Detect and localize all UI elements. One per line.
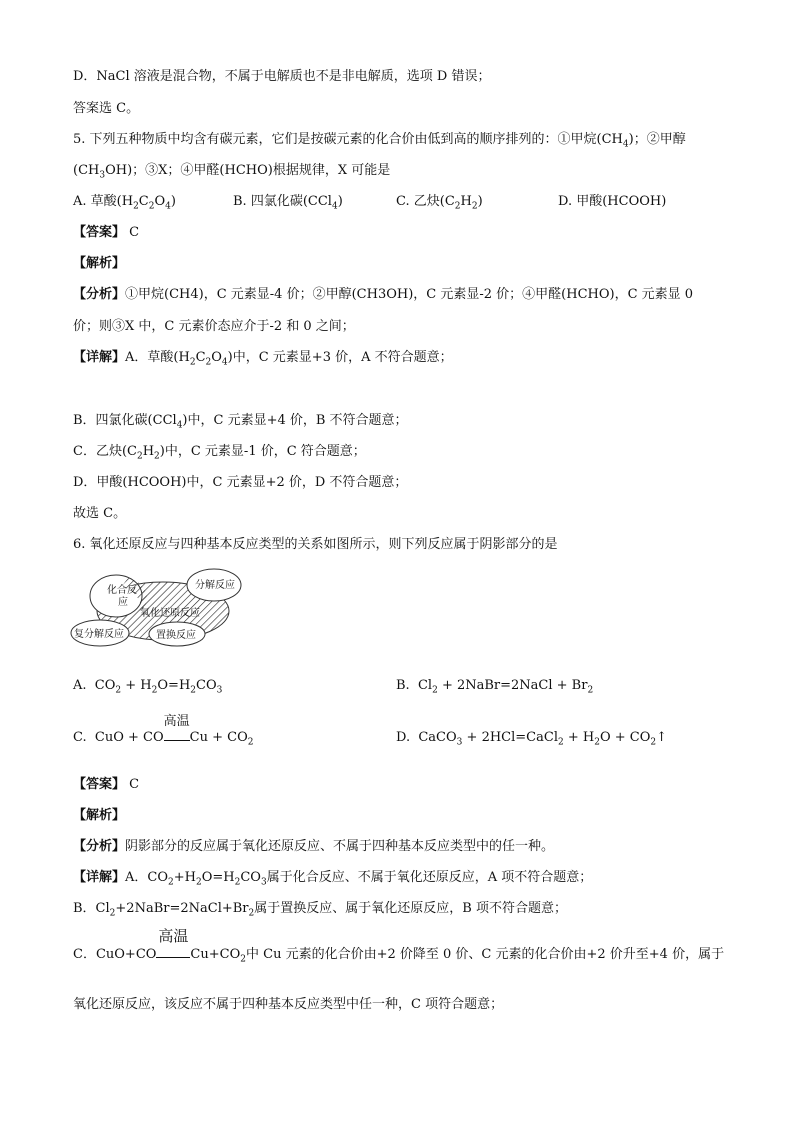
xiangjie-5-c: C．乙炔$(C_2H_2)$中，C 元素显-1 价，C 符合题意； xyxy=(73,444,366,462)
conclusion-5: 故选 C。 xyxy=(73,506,127,521)
q6-option-a: A. $CO_2 + H_2O=H_2CO_3$ xyxy=(73,678,223,696)
redox-label: 氧化还原反应 xyxy=(140,608,200,619)
xiangjie-6-b: B．$Cl_2+2NaBr=2NaCl+Br_2$属于置换反应、属于氧化还原反应，B 项不符合题意； xyxy=(73,901,567,919)
double-decomposition-label: 复分解反应 xyxy=(74,629,124,640)
combination-label-2: 应 xyxy=(118,597,128,608)
q5-option-b: B. 四氯化碳(CCl$_4$) xyxy=(233,194,343,212)
analysis-heading: 【解析】 xyxy=(73,256,126,271)
xiangjie-5-a: 【详解】A．草酸$(H_2C_2O_4)$中，C 元素显+3 价，A 不符合题意； xyxy=(73,350,453,368)
combination-label: 化合反 xyxy=(107,585,137,596)
reaction-condition-high-temp: 高温 xyxy=(164,729,190,747)
xiangjie-6-c: C．CuO+CO 高温 $Cu+CO_2$中 Cu 元素的化合价由+2 价降至 0 价、C 元素的化合价由+2 价升至+4 价，属于 xyxy=(73,927,725,965)
gas-arrow: ↑ xyxy=(656,730,668,745)
fenxi-5: 【分析】①甲烷(CH4)，C 元素显-4 价；②甲醇(CH3OH)，C 元素显-2 价；④甲醛(HCHO)，C 元素显 0 xyxy=(73,287,694,302)
analysis-heading-6: 【解析】 xyxy=(73,808,126,823)
decomposition-label: 分解反应 xyxy=(195,580,235,591)
text-line: D．NaCl 溶液是混合物，不属于电解质也不是非电解质，选项 D 错误； xyxy=(73,69,491,84)
text-line: 答案选 C。 xyxy=(73,101,140,116)
xiangjie-6-a: 【详解】A．$CO_2+H_2O=H_2CO_3$属于化合反应、不属于氧化还原反应，A 项不符合题意； xyxy=(73,870,593,888)
question-6-stem: 6. 氧化还原反应与四种基本反应类型的关系如图所示，则下列反应属于阴影部分的是 xyxy=(73,537,558,552)
fenxi-5-cont: 价；则③X 中，C 元素价态应介于-2 和 0 之间； xyxy=(73,319,355,334)
q5-option-c: C. 乙炔$(C_2H_2)$ xyxy=(396,194,483,212)
answer-5: 【答案】 C xyxy=(73,225,140,240)
xiangjie-6-c-cont: 氧化还原反应，该反应不属于四种基本反应类型中任一种，C 项符合题意； xyxy=(73,997,504,1012)
reaction-condition-high-temp-2: 高温 xyxy=(156,946,190,964)
xiangjie-5-d: D．甲酸(HCOOH)中，C 元素显+2 价，D 不符合题意； xyxy=(73,475,408,490)
q5-option-a: A. 草酸$(H_2C_2O_4)$ xyxy=(73,194,176,212)
xiangjie-5-b: B．四氯化碳(CCl$_4$)中，C 元素显+4 价，B 不符合题意； xyxy=(73,413,408,431)
displacement-label: 置换反应 xyxy=(156,630,196,641)
answer-6: 【答案】 C xyxy=(73,777,140,792)
q5-option-d: D. 甲酸(HCOOH) xyxy=(558,194,667,209)
reaction-venn-diagram xyxy=(70,566,245,652)
q6-option-b: B. $Cl_2$ + 2NaBr=2NaCl + $Br_2$ xyxy=(396,678,594,696)
question-5-stem-cont: $(CH_3OH)$；③X；④甲醛(HCHO)根据规律，X 可能是 xyxy=(73,163,391,181)
q6-option-d: D. CaCO$_3$ + 2HCl=CaCl$_2$ + $H_2O$ + $CO_2↑$ xyxy=(396,730,668,748)
q6-option-c: C. CuO + CO 高温 $Cu + CO_2$ xyxy=(73,714,254,748)
question-5-stem: 5. 下列五种物质中均含有碳元素，它们是按碳元素的化合价由低到高的顺序排列的：①甲烷$(CH_4)$；②甲醇 xyxy=(73,132,686,150)
fenxi-6: 【分析】阴影部分的反应属于氧化还原反应、不属于四种基本反应类型中的任一种。 xyxy=(73,839,555,854)
